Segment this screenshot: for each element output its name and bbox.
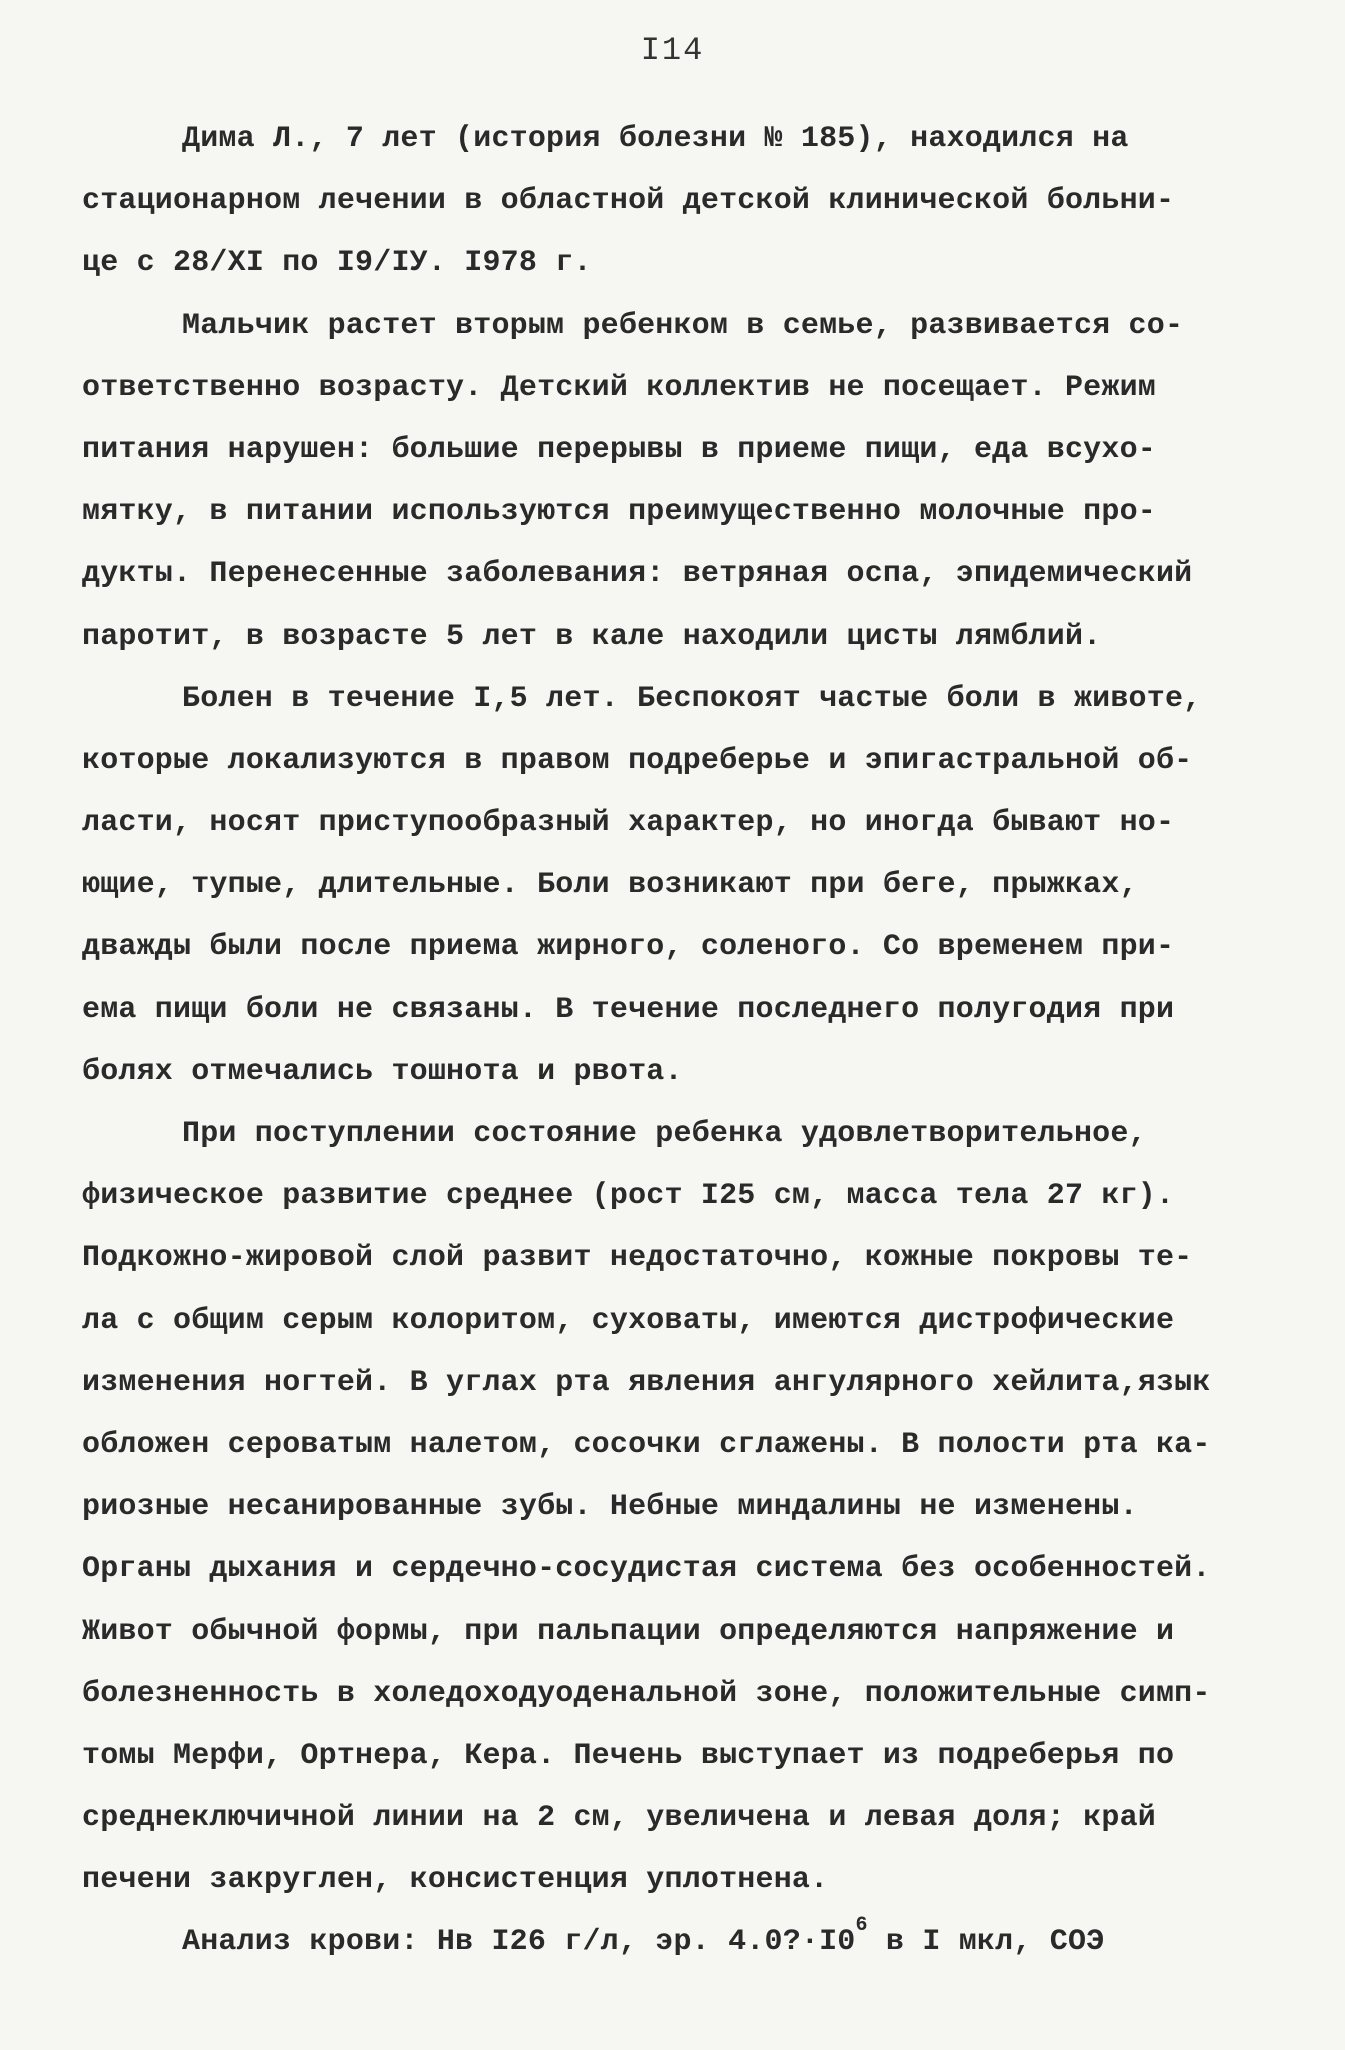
- page-number: I14: [640, 32, 705, 69]
- text-line: ла с общим серым колоритом, суховаты, имеются дистрофические: [82, 1303, 1175, 1338]
- text-line: Дима Л., 7 лет (история болезни № 185), находился на: [182, 122, 1129, 156]
- text-line: Живот обычной формы, при пальпации определяются напряжение и: [82, 1614, 1175, 1649]
- text-line: ющие, тупые, длительные. Боли возникают при беге, прыжках,: [82, 868, 1138, 903]
- text-line: среднеключичной линии на 2 см, увеличена и левая доля; край: [82, 1801, 1156, 1836]
- text-line: питания нарушен: большие перерывы в приеме пищи, еда всухо-: [82, 432, 1156, 467]
- text-line: дукты. Перенесенные заболевания: ветряная оспа, эпидемический: [82, 557, 1193, 592]
- text-line: болезненность в холедоходуоденальной зоне, положительные симп-: [82, 1676, 1211, 1711]
- text-line: которые локализуются в правом подреберье и эпигастральной об-: [82, 743, 1193, 778]
- text-line: це с 28/XI по I9/IУ. I978 г.: [82, 246, 592, 281]
- paragraph-anamnesis-vitae: [82, 295, 1277, 668]
- text-line: Болен в течение I,5 лет. Беспокоят частые боли в животе,: [182, 681, 1202, 716]
- text-line: болях отмечались тошнота и рвота.: [82, 1054, 683, 1089]
- paragraph-anamnesis-morbi: [82, 668, 1277, 1103]
- text-line: обложен сероватым налетом, сосочки сглажены. В полости рта ка-: [82, 1427, 1211, 1462]
- text-line: Органы дыхания и сердечно-сосудистая система без особенностей.: [82, 1552, 1211, 1587]
- text-line: печени закруглен, консистенция уплотнена.: [82, 1863, 829, 1898]
- document-body: [82, 108, 1277, 1974]
- text-line: изменения ногтей. В углах рта явления ангулярного хейлита,язык: [82, 1365, 1211, 1400]
- text-line: ема пищи боли не связаны. В течение последнего полугодия при: [82, 992, 1175, 1027]
- text-line: риозные несанированные зубы. Небные миндалины не изменены.: [82, 1490, 1138, 1525]
- paragraph-patient-intro: [82, 108, 1277, 295]
- blood-analysis-text-tail: в I мкл, СОЭ: [867, 1925, 1105, 1960]
- text-line: физическое развитие среднее (рост I25 см, масса тела 27 кг).: [82, 1179, 1175, 1214]
- blood-analysis-text: Анализ крови: Нв I26 г/л, эр. 4.0?·I0: [182, 1925, 856, 1960]
- paragraph-status-praesens: [82, 1103, 1277, 1911]
- text-line: стационарном лечении в областной детской клинической больни-: [82, 184, 1175, 219]
- text-line: мятку, в питании используются преимущественно молочные про-: [82, 495, 1156, 530]
- paragraph-blood-analysis: [82, 1911, 1277, 1973]
- text-line: Мальчик растет вторым ребенком в семье, развивается со-: [182, 308, 1184, 343]
- text-line: томы Мерфи, Ортнера, Кера. Печень выступает из подреберья по: [82, 1738, 1175, 1773]
- text-line: ответственно возрасту. Детский коллектив не посещает. Режим: [82, 370, 1156, 405]
- text-line: ласти, носят приступообразный характер, но иногда бывают но-: [82, 806, 1175, 841]
- exponent: 6: [855, 1914, 868, 1938]
- text-line: Подкожно-жировой слой развит недостаточно, кожные покровы те-: [82, 1241, 1193, 1276]
- text-line: При поступлении состояние ребенка удовлетворительное,: [182, 1117, 1147, 1151]
- text-line: дважды были после приема жирного, соленого. Со временем при-: [82, 930, 1175, 965]
- text-line: паротит, в возрасте 5 лет в кале находили цисты лямблий.: [82, 619, 1102, 654]
- text-line: [82, 1911, 1277, 1973]
